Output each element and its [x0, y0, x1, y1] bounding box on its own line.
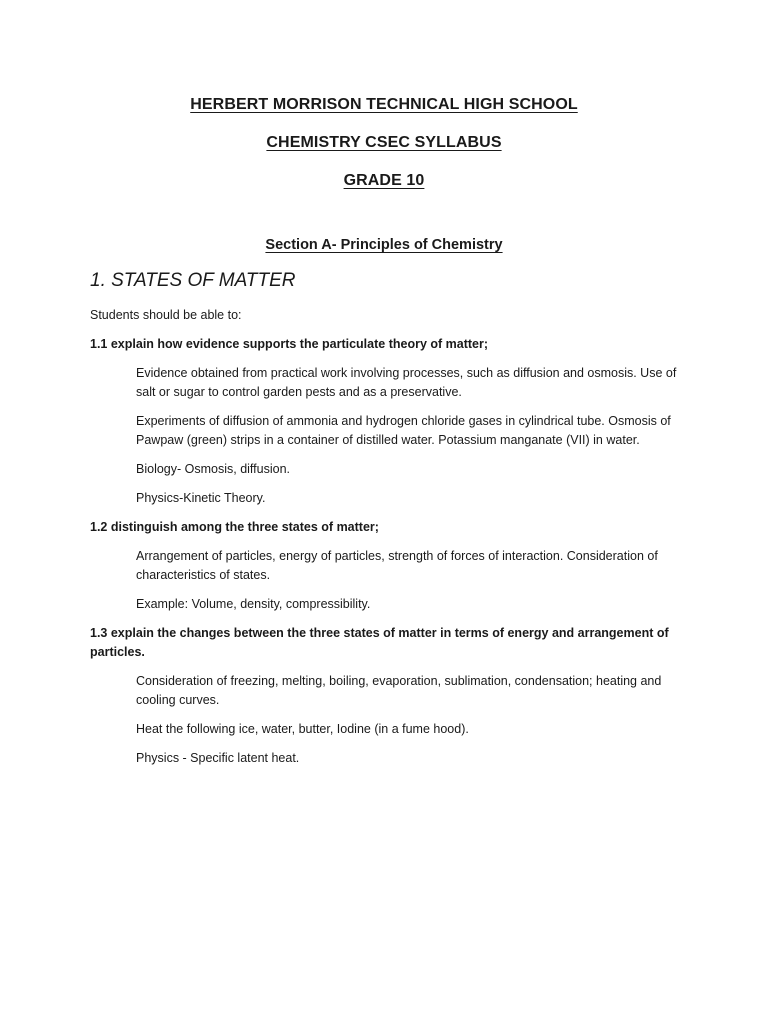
- objective-paragraph: Biology- Osmosis, diffusion.: [136, 462, 290, 476]
- objective-title: 1.3 explain the changes between the three states of matter in terms of energy and arrangement of particles.: [90, 626, 669, 659]
- objective-paragraph: Consideration of freezing, melting, boiling, evaporation, sublimation, condensation; heating and cooling curves.: [136, 674, 662, 707]
- objective-paragraph: Evidence obtained from practical work involving processes, such as diffusion and osmosis. Use of salt or sugar to control garden pests and as a preservative.: [136, 366, 677, 399]
- objective-paragraph: Example: Volume, density, compressibility.: [136, 597, 371, 611]
- grade-title: GRADE 10: [343, 172, 425, 189]
- objective-title: 1.1 explain how evidence supports the particulate theory of matter;: [90, 337, 489, 351]
- course-title: CHEMISTRY CSEC SYLLABUS: [266, 134, 502, 151]
- topic-heading: 1. STATES OF MATTER: [90, 270, 296, 291]
- objective-paragraph: Arrangement of particles, energy of particles, strength of forces of interaction. Consideration of characteristics of states.: [136, 549, 658, 582]
- objective-paragraph: Physics-Kinetic Theory.: [136, 491, 266, 505]
- objective-paragraph: Experiments of diffusion of ammonia and hydrogen chloride gases in cylindrical tube. Osmosis of Pawpaw (green) strips in a container of distilled water. Potassium manganate (VII) in water.: [136, 414, 671, 447]
- school-title: HERBERT MORRISON TECHNICAL HIGH SCHOOL: [190, 96, 578, 113]
- objective-title: 1.2 distinguish among the three states of matter;: [90, 520, 379, 534]
- intro-text: Students should be able to:: [90, 308, 242, 322]
- objective-paragraph: Heat the following ice, water, butter, Iodine (in a fume hood).: [136, 722, 469, 736]
- section-title: Section A- Principles of Chemistry: [265, 237, 503, 253]
- objective-paragraph: Physics - Specific latent heat.: [136, 751, 300, 765]
